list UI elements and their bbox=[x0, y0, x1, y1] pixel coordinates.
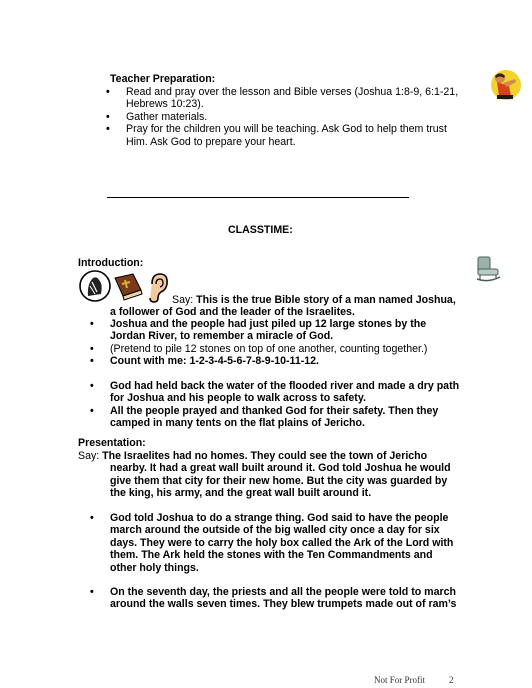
section-divider bbox=[107, 197, 409, 198]
list-item: • Count with me: 1-2-3-4-5-6-7-8-9-10-11-12. bbox=[80, 355, 460, 367]
say-text: This is the true Bible story of a man named Joshua, a follower of God and the leader of the Israelites. bbox=[110, 294, 456, 319]
introduction-list-2 bbox=[80, 380, 460, 430]
presentation-say bbox=[78, 450, 456, 500]
list-item: • God had held back the water of the flooded river and made a dry path for Joshua and his people to walk across to safety. bbox=[80, 380, 460, 405]
list-item: • God told Joshua to do a strange thing. God said to have the people march around the outside of the big walled city once a day for six days. They were to carry the holy box called the Ark of the Lord with them. The Ark held the stones with the Ten Commandments and other holy things. bbox=[80, 512, 460, 574]
say-label: Say: bbox=[78, 450, 100, 462]
introduction-say bbox=[110, 294, 456, 319]
list-item: • Joshua and the people had just piled up 12 large stones by the Jordan River, to remember a miracle of God. bbox=[80, 318, 460, 343]
list-item: • Pray for the children you will be teaching. Ask God to help them trust Him. Ask God to prepare your heart. bbox=[96, 123, 466, 148]
rocking-chair-icon bbox=[475, 255, 501, 283]
teacher-prep-list bbox=[96, 86, 466, 148]
list-item: • (Pretend to pile 12 stones on top of one another, counting together.) bbox=[80, 343, 460, 355]
praying-person-icon bbox=[489, 68, 523, 102]
footer-text: Not For Profit bbox=[374, 675, 426, 685]
presentation-list-2 bbox=[80, 586, 460, 611]
page-number: 2 bbox=[449, 675, 454, 685]
say-label: Say: bbox=[172, 294, 194, 306]
list-item: • On the seventh day, the priests and all the people were told to march around the walls seven times. They blew trumpets made out of ram’s bbox=[80, 586, 460, 611]
presentation-heading: Presentation: bbox=[78, 437, 146, 449]
introduction-list bbox=[80, 318, 460, 368]
introduction-heading: Introduction: bbox=[78, 257, 144, 269]
praying-hands-icon bbox=[79, 270, 111, 302]
list-item: • Read and pray over the lesson and Bible verses (Joshua 1:8-9, 6:1-21, Hebrews 10:23). bbox=[96, 86, 466, 111]
list-item: • All the people prayed and thanked God for their safety. Then they camped in many tents on the flat plains of Jericho. bbox=[80, 405, 460, 430]
list-item: • Gather materials. bbox=[96, 111, 466, 123]
classtime-heading: CLASSTIME: bbox=[228, 224, 293, 236]
teacher-prep-heading: Teacher Preparation: bbox=[110, 73, 216, 85]
say-text: The Israelites had no homes. They could see the town of Jericho nearby. It had a great wall built around it. God told Joshua he would give them that city for their new home. But the city was guarded by the king, his army, and the great wall built around it. bbox=[102, 450, 451, 500]
presentation-list-1 bbox=[80, 512, 460, 574]
